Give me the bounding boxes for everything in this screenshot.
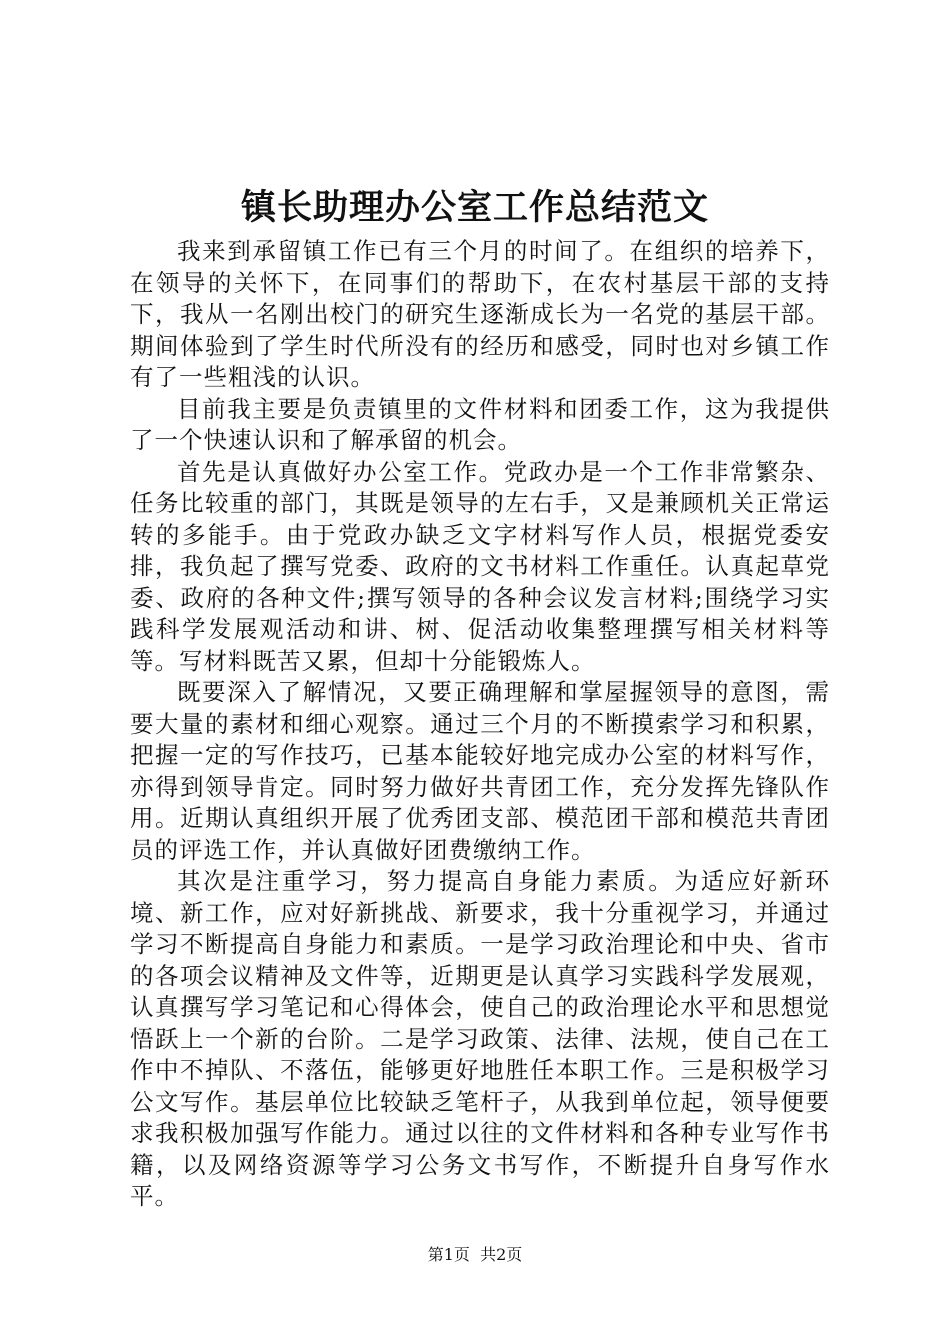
paragraph-3: 首先是认真做好办公室工作。党政办是一个工作非常繁杂、任务比较重的部门，其既是领导的左右手，又是兼顾机关正常运转的多能手。由于党政办缺乏文字材料写作人员，根据党委安排，我负起了撰写党委、政府的文书材料工作重任。认真起草党委、政府的各种文件;撰写领导的各种会议发言材料;围绕学习实践科学发展观活动和讲、树、促活动收集整理撰写相关材料等等。写材料既苦又累，但却十分能锻炼人。 [130,457,830,675]
page-total: 共2页 [480,1245,523,1264]
paragraph-1: 我来到承留镇工作已有三个月的时间了。在组织的培养下，在领导的关怀下，在同事们的帮助下，在农村基层干部的支持下，我从一名刚出校门的研究生逐渐成长为一名党的基层干部。期间体验到了学生时代所没有的经历和感受，同时也对乡镇工作有了一些粗浅的认识。 [130,237,830,391]
document-title: 镇长助理办公室工作总结范文 [240,187,709,228]
document-body [130,236,830,1213]
page-footer [0,1244,950,1266]
paragraph-4: 既要深入了解情况，又要正确理解和掌屋握领导的意图，需要大量的素材和细心观察。通过三个月的不断摸索学习和积累，把握一定的写作技巧，已基本能较好地完成办公室的材料写作，亦得到领导肯定。同时努力做好共青团工作，充分发挥先锋队作用。近期认真组织开展了优秀团支部、模范团干部和模范共青团员的评选工作，并认真做好团费缴纳工作。 [130,678,830,864]
paragraph-5: 其次是注重学习，努力提高自身能力素质。为适应好新环境、新工作，应对好新挑战、新要求，我十分重视学习，并通过学习不断提高自身能力和素质。一是学习政治理论和中央、省市的各项会议精神及文件等，近期更是认真学习实践科学发展观，认真撰写学习笔记和心得体会，使自己的政治理论水平和思想觉悟跃上一个新的台阶。二是学习政策、法律、法规，使自己在工作中不掉队、不落伍，能够更好地胜任本职工作。三是积极学习公文写作。基层单位比较缺乏笔杆子，从我到单位起，领导便要求我积极加强写作能力。通过以往的文件材料和各种专业写作书籍，以及网络资源等学习公务文书写作，不断提升自身写作水平。 [130,867,830,1210]
paragraph-2: 目前我主要是负责镇里的文件材料和团委工作，这为我提供了一个快速认识和了解承留的机会。 [130,394,830,454]
page-number: 第1页 [427,1245,470,1264]
